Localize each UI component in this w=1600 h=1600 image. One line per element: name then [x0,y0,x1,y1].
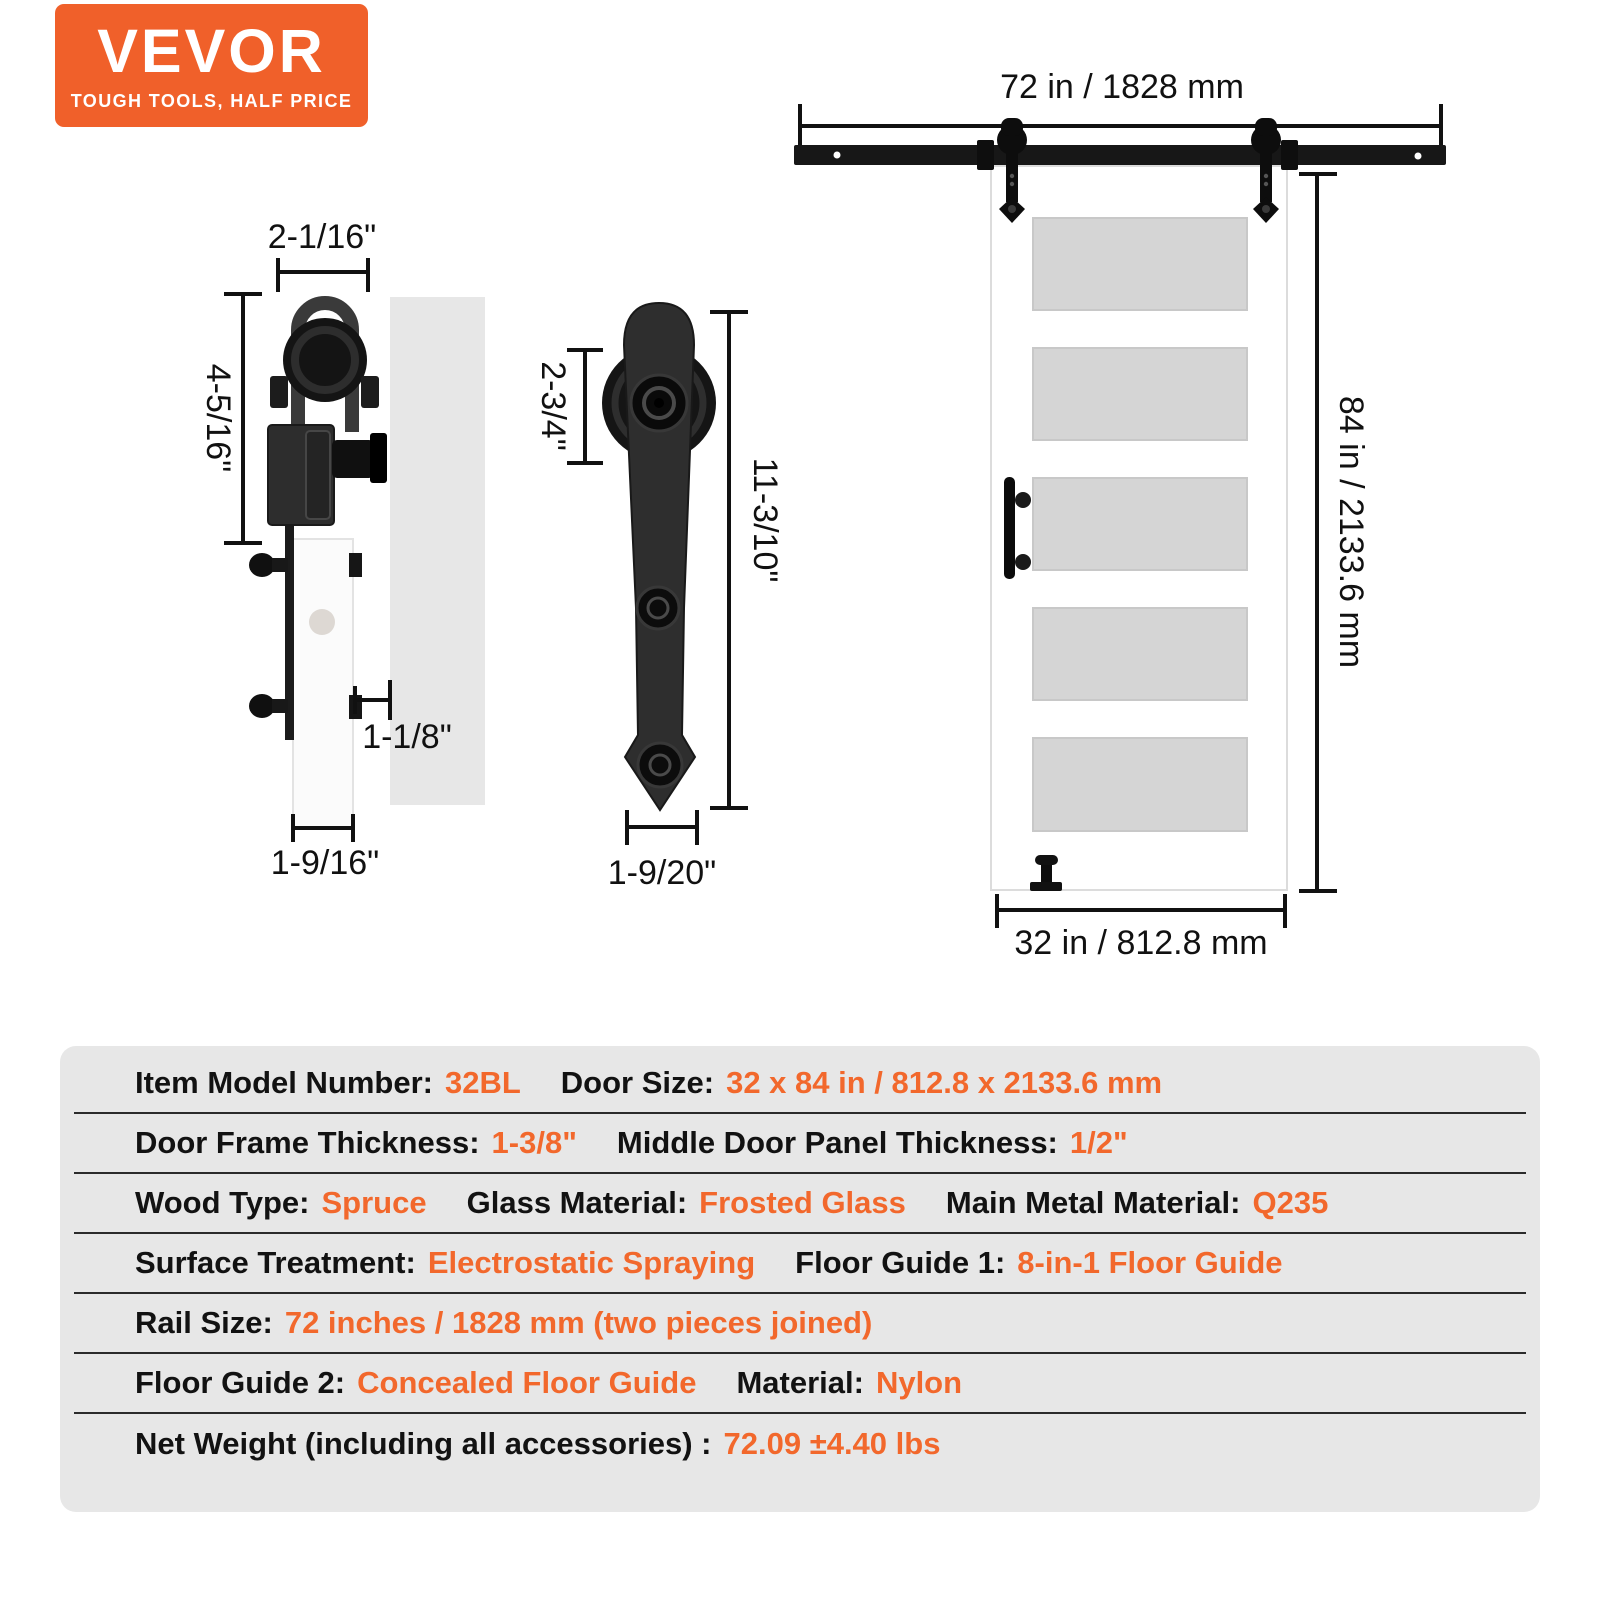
spec-pair [946,1185,1328,1221]
spec-pair [617,1125,1128,1161]
glass-panel [1033,478,1247,570]
brand-name: VEVOR [97,17,326,85]
guide-cap [1035,855,1058,865]
glass-panel [1033,738,1247,831]
dim-hanger-height: 11-3/10" [746,457,784,583]
dim-rail-width: 72 in / 1828 mm [1000,68,1244,106]
arrow-bolt [1262,205,1270,213]
strap-rivet [1010,174,1014,178]
roller-side-view-diagram [199,218,485,882]
spec-pair [135,1065,521,1101]
anti-jump-block-panel [306,431,330,519]
rail-spacer [1281,140,1298,170]
handle-bar [1004,477,1015,579]
rail-spacer [977,140,994,170]
spec-value: 1-3/8" [491,1125,577,1160]
hanger-cap [1001,118,1023,136]
axle-nut-left [270,376,288,408]
spec-label: Wood Type: [135,1185,310,1220]
dim-wheel-diameter: 2-3/4" [534,361,572,451]
spec-value: 32 x 84 in / 812.8 x 2133.6 mm [726,1065,1163,1100]
spec-row [74,1354,1526,1414]
hanger-cap [1255,118,1277,136]
frosted-glass-panels [1033,218,1247,831]
acorn-nut [249,553,275,577]
spec-label: Material: [736,1365,864,1400]
dim-wall-offset: 1-1/8" [362,718,452,756]
screw-hole [309,609,335,635]
spec-label: Item Model Number: [135,1065,433,1100]
door-edge-side [293,539,353,829]
axle-bolt-center [654,398,664,408]
glass-panel [1033,348,1247,440]
spec-row [74,1174,1526,1234]
spec-row [74,1114,1526,1174]
spec-pair [135,1426,940,1462]
dim-line [1299,174,1337,891]
hex-nut [349,553,362,577]
spec-pair [736,1365,962,1401]
spec-pair [135,1245,755,1281]
adjuster-bolt [332,440,374,478]
dim-roller-width: 2-1/16" [267,218,377,256]
bolt-stem [272,558,288,572]
guide-base [1030,882,1062,891]
spec-pair [135,1125,577,1161]
handle-standoff [1015,554,1031,570]
spec-value: Concealed Floor Guide [357,1365,697,1400]
handle-standoff [1015,492,1031,508]
spec-row [74,1294,1526,1354]
spec-label: Net Weight (including all accessories) : [135,1426,712,1461]
dim-door-height: 84 in / 2133.6 mm [1332,395,1370,669]
strap-rivet [1264,182,1268,186]
spec-value: 72.09 ±4.40 lbs [723,1426,941,1461]
glass-panel [1033,608,1247,700]
dim-line [627,810,697,845]
adjuster-bolt-tip [370,433,387,483]
spec-label: Main Metal Material: [945,1185,1241,1220]
door-assembly-diagram [794,68,1446,962]
dim-line [800,104,1441,148]
dim-door-edge-width: 1-9/16" [270,844,380,882]
spec-value: Frosted Glass [699,1185,906,1220]
spec-pair [135,1305,872,1341]
bolt-stem [272,699,288,713]
glass-panel [1033,218,1247,310]
hanger-front-view-diagram [534,303,784,892]
arrow-bolt [1008,205,1016,213]
spec-table [60,1046,1540,1512]
spec-value: 1/2" [1069,1125,1128,1160]
spec-pair [795,1245,1282,1281]
strap-bolt [637,587,679,629]
spec-label: Floor Guide 1: [795,1245,1006,1280]
dim-roller-height: 4-5/16" [199,363,237,473]
axle-nut-right [361,376,379,408]
dim-line [278,258,368,292]
spec-value: Electrostatic Spraying [427,1245,756,1280]
spec-value: 32BL [444,1065,521,1100]
spec-value: 8-in-1 Floor Guide [1017,1245,1283,1280]
spec-row [74,1234,1526,1294]
spec-value: Spruce [321,1185,427,1220]
dim-door-width: 32 in / 812.8 mm [1014,924,1268,962]
acorn-nut [249,694,275,718]
spec-pair [135,1185,427,1221]
brand-tagline: TOUGH TOOLS, HALF PRICE [70,91,353,111]
dim-line [997,894,1285,928]
spec-value: 72 inches / 1828 mm (two pieces joined) [284,1305,873,1340]
dim-strap-width: 1-9/20" [607,854,717,892]
spec-label: Door Size: [560,1065,715,1100]
spec-label: Glass Material: [466,1185,688,1220]
strap-rivet [1010,182,1014,186]
spec-label: Surface Treatment: [135,1245,416,1280]
spec-label: Floor Guide 2: [135,1365,346,1400]
strap-rivet [1264,174,1268,178]
spec-label: Rail Size: [135,1305,273,1340]
spec-row [74,1054,1526,1114]
spec-value: Nylon [875,1365,963,1400]
spec-value: Q235 [1252,1185,1329,1220]
dim-line [710,312,748,808]
rail-screw [834,152,841,159]
spec-pair [135,1365,696,1401]
spec-label: Middle Door Panel Thickness: [616,1125,1058,1160]
spec-row [74,1414,1526,1474]
spec-pair [467,1185,906,1221]
strap-bolt [638,743,682,787]
spec-pair [561,1065,1162,1101]
sliding-rail [794,145,1446,165]
rail-screw [1415,153,1422,160]
spec-label: Door Frame Thickness: [135,1125,480,1160]
